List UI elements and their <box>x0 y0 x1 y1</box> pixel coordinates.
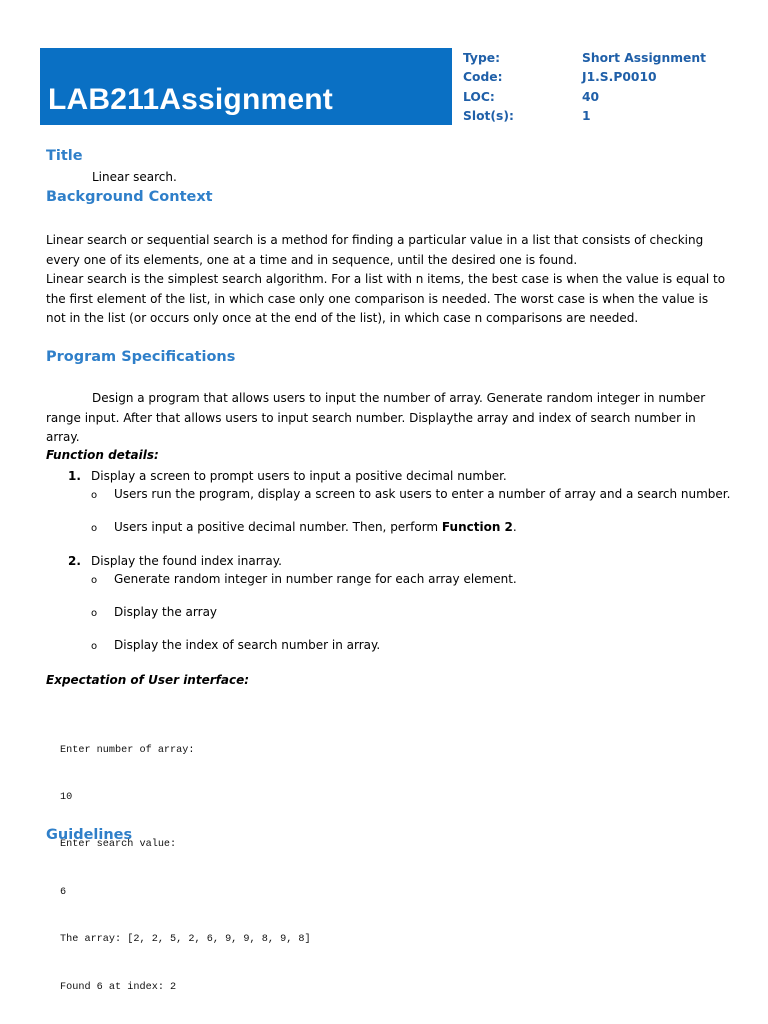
console-line: Enter search value: <box>60 839 177 851</box>
guidelines-heading: Guidelines <box>46 827 133 843</box>
meta-value: Short Assignment <box>582 51 706 65</box>
background-paragraph-1: Linear search or sequential search is a method for finding a particular value in a list that consists of checking every one of its elements, one at a time and in sequence, until the desired one is found. <box>46 233 704 267</box>
header-banner <box>40 48 452 125</box>
assignment-meta <box>463 49 753 126</box>
meta-row-type <box>463 49 753 68</box>
meta-row-slots <box>463 107 753 126</box>
function-2-bullet-2: Display the array <box>114 605 218 619</box>
function-1-bullet-1: Users run the program, display a screen to ask users to enter a number of array and a search number. <box>114 487 731 501</box>
meta-key: Type: <box>463 51 501 65</box>
meta-value: 1 <box>582 108 591 123</box>
meta-key: LOC: <box>463 89 495 104</box>
background-paragraph-2: Linear search is the simplest search algorithm. For a list with n items, the best case is when the value is equal to the first element of the list, in which case only one comparison is needed. The worst case is when the value is not in the list (or occurs only once at the end of the list), in which case n comparisons are needed. <box>46 272 726 325</box>
bullet-icon: o <box>91 523 98 534</box>
meta-row-loc <box>463 88 753 107</box>
ui-expectation-label: Expectation of User interface: <box>46 673 250 687</box>
meta-value: 40 <box>582 89 600 104</box>
console-line: The array: [2, 2, 5, 2, 6, 9, 9, 8, 9, 8] <box>60 934 311 946</box>
function-1-bullet-2: Users input a positive decimal number. Then, perform <box>114 520 442 534</box>
list-item <box>91 636 380 656</box>
function-details-label: Function details: <box>46 448 159 462</box>
meta-key: Slot(s): <box>463 108 514 123</box>
list-item <box>91 518 517 538</box>
spec-paragraph: Design a program that allows users to input the number of array. Generate random integer in number range input. After that allows users to input search number. Displaythe array and index of search number in array. <box>46 391 706 444</box>
function-2-item <box>68 552 282 570</box>
title-text: Linear search. <box>92 170 177 184</box>
list-item <box>91 485 730 505</box>
console-line: 10 <box>60 791 73 803</box>
punctuation: . <box>512 520 517 534</box>
list-item <box>91 603 217 623</box>
bullet-icon: o <box>91 490 98 501</box>
list-item <box>91 570 517 590</box>
spec-heading: Program Specifications <box>46 349 236 365</box>
function-2-reference: Function 2 <box>441 520 513 534</box>
list-number: 1. <box>68 469 81 483</box>
function-1-text: Display a screen to prompt users to input a positive decimal number. <box>91 469 507 483</box>
bullet-icon: o <box>91 575 98 586</box>
console-line: 6 <box>60 886 67 898</box>
bullet-icon: o <box>91 608 98 619</box>
function-2-text: Display the found index inarray. <box>91 554 282 568</box>
function-2-bullet-3: Display the index of search number in array. <box>114 638 381 652</box>
console-line: Found 6 at index: 2 <box>60 981 177 993</box>
meta-row-code <box>463 68 753 87</box>
console-output <box>60 711 311 1011</box>
meta-value: J1.S.P0010 <box>582 70 657 85</box>
console-line: Enter number of array: <box>60 744 195 756</box>
function-1-item <box>68 467 507 485</box>
title-heading: Title <box>46 148 83 164</box>
page-title: LAB211Assignment <box>48 83 333 116</box>
meta-key: Code: <box>463 70 503 85</box>
list-number: 2. <box>68 554 81 568</box>
background-heading: Background Context <box>46 189 213 205</box>
function-2-bullet-1: Generate random integer in number range for each array element. <box>114 572 517 586</box>
bullet-icon: o <box>91 641 98 652</box>
